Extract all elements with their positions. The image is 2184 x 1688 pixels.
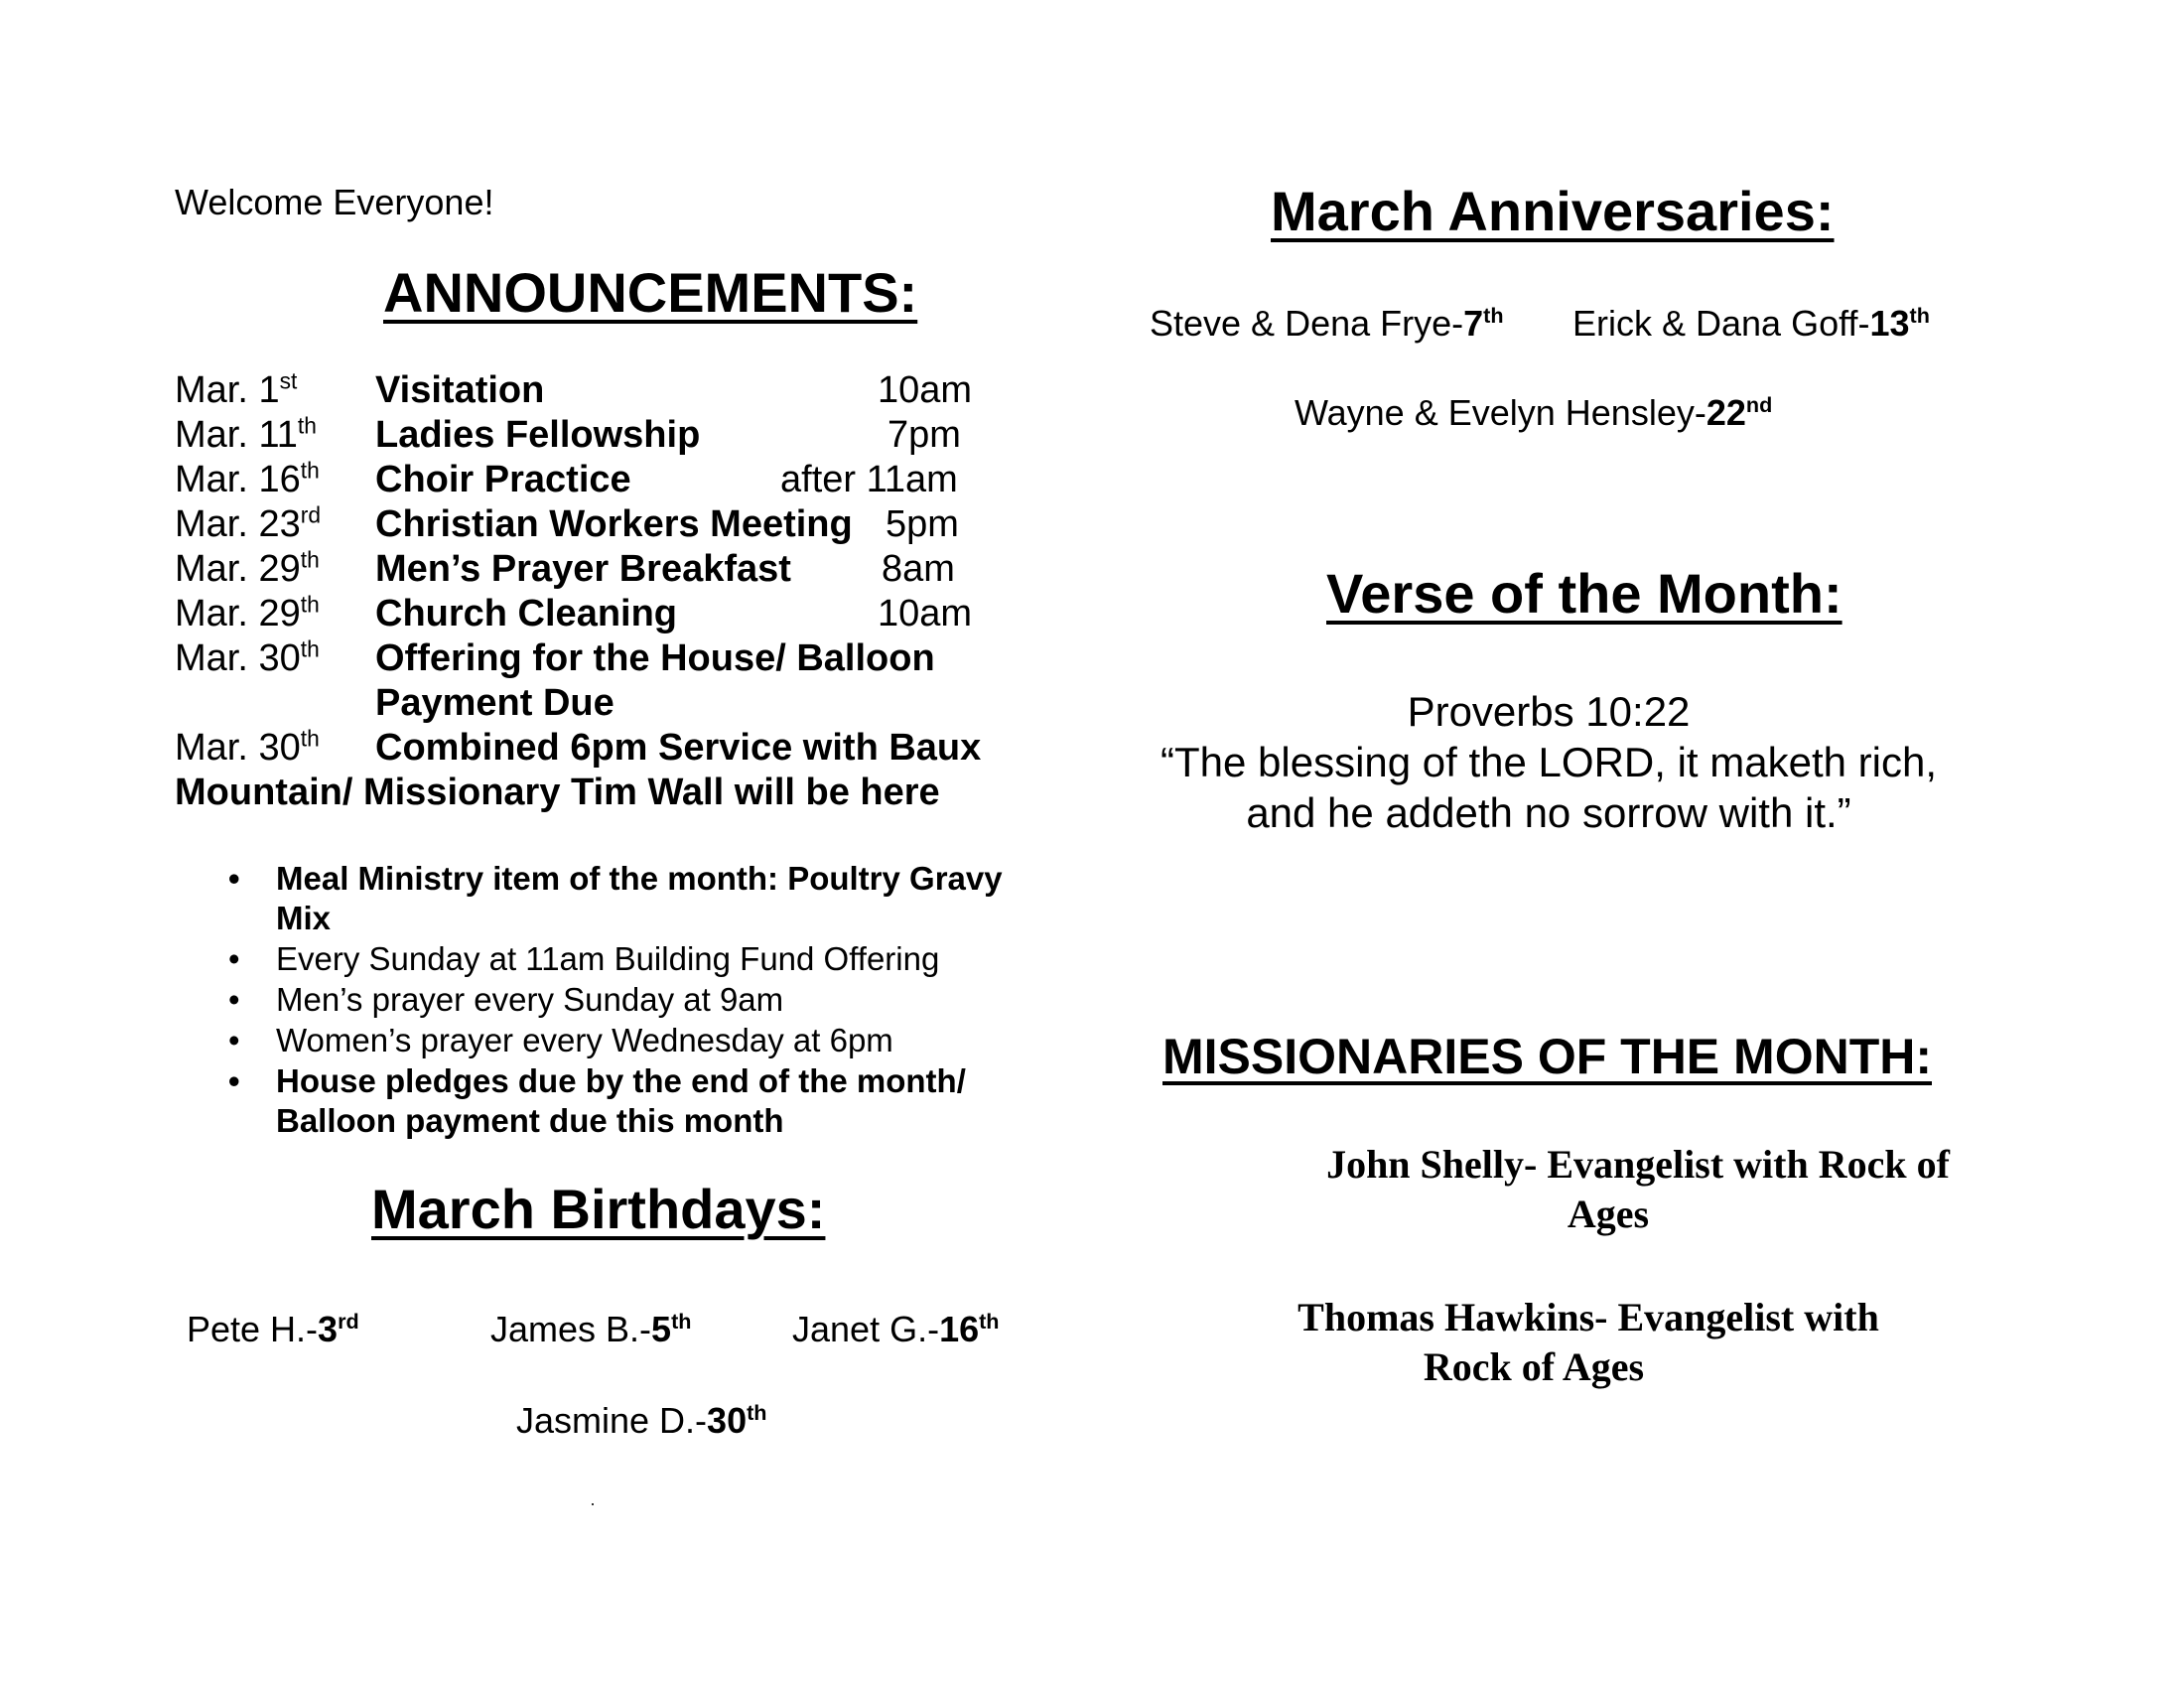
- announcement-date: Mar. 16: [175, 459, 301, 500]
- announcement-time: 5pm: [886, 503, 959, 545]
- announcement-time: 10am: [878, 593, 973, 634]
- birthday-name: Janet G.-: [792, 1309, 940, 1349]
- scan-speck: [592, 1503, 594, 1505]
- birthday-entry: [516, 1400, 766, 1442]
- anniversary-suffix: nd: [1745, 392, 1773, 417]
- announcement-date: Mar. 30: [175, 727, 301, 769]
- birthday-day: 16: [939, 1309, 980, 1349]
- birthday-day: 5: [651, 1309, 672, 1349]
- anniversary-suffix: th: [1909, 303, 1930, 328]
- announcement-continuation: Mountain/ Missionary Tim Wall will be here: [175, 772, 940, 813]
- announcement-event: Church Cleaning: [375, 593, 678, 634]
- anniversary-names: Wayne & Evelyn Hensley-: [1295, 392, 1706, 433]
- missionary-entry: [1221, 1140, 2055, 1239]
- bullet-list: [228, 859, 1042, 1142]
- missionary-line: Rock of Ages: [1423, 1344, 1645, 1389]
- announcement-event: Offering for the House/ Balloon: [375, 637, 935, 679]
- anniversary-names: Steve & Dena Frye-: [1150, 303, 1464, 344]
- birthday-name: Jasmine D.-: [516, 1400, 708, 1441]
- welcome-text: Welcome Everyone!: [175, 182, 494, 222]
- birthday-entry: [490, 1309, 691, 1350]
- anniversary-day: 22: [1706, 392, 1746, 433]
- birthday-suffix: rd: [338, 1309, 359, 1334]
- anniversary-entry: [1295, 392, 1772, 434]
- list-item: • Every Sunday at 11am Building Fund Offering: [228, 939, 1042, 979]
- birthdays-heading: March Birthdays:: [371, 1178, 826, 1240]
- announcement-date: Mar. 1: [175, 369, 280, 411]
- announcement-event: Men’s Prayer Breakfast: [375, 548, 791, 590]
- announcement-date: Mar. 11: [175, 414, 298, 456]
- announcement-date: Mar. 29: [175, 593, 301, 634]
- birthday-suffix: th: [671, 1309, 692, 1334]
- announcement-event: Christian Workers Meeting: [375, 503, 853, 545]
- missionary-line: Thomas Hawkins- Evangelist with: [1297, 1295, 1879, 1339]
- birthday-entry: [187, 1309, 359, 1350]
- verse-text-line: and he addeth no sorrow with it.”: [1246, 789, 1851, 836]
- list-item: • House pledges due by the end of the month/ Balloon payment due this month: [228, 1061, 971, 1141]
- verse-text-line: “The blessing of the LORD, it maketh rich,: [1160, 739, 1937, 785]
- anniversary-entry: [1572, 303, 1930, 345]
- verse-reference: Proverbs 10:22: [1407, 688, 1691, 735]
- list-item: • Women’s prayer every Wednesday at 6pm: [228, 1021, 1042, 1060]
- birthday-day: 30: [707, 1400, 748, 1441]
- date-suffix: th: [300, 457, 320, 484]
- announcement-time: after 11am: [780, 459, 958, 500]
- birthday-suffix: th: [747, 1400, 767, 1425]
- announcement-event: Choir Practice: [375, 459, 631, 500]
- date-suffix: th: [297, 412, 317, 439]
- date-suffix: th: [300, 725, 320, 752]
- announcement-event: Payment Due: [375, 682, 614, 724]
- announcement-date: Mar. 29: [175, 548, 301, 590]
- anniversary-suffix: th: [1483, 303, 1504, 328]
- birthday-name: James B.-: [490, 1309, 652, 1349]
- announcement-date: Mar. 30: [175, 637, 301, 679]
- list-item: • Men’s prayer every Sunday at 9am: [228, 980, 1042, 1020]
- birthday-entry: [792, 1309, 1000, 1350]
- birthday-day: 3: [318, 1309, 339, 1349]
- missionary-line: John Shelly- Evangelist with Rock of: [1326, 1142, 1950, 1187]
- announcement-time: 7pm: [887, 414, 961, 456]
- announcements-heading: ANNOUNCEMENTS:: [383, 261, 918, 324]
- date-suffix: rd: [300, 501, 322, 528]
- date-suffix: th: [300, 591, 320, 618]
- anniversaries-heading: March Anniversaries:: [1271, 180, 1835, 242]
- announcement-date: Mar. 23: [175, 503, 301, 545]
- missionary-entry: [1171, 1293, 2005, 1392]
- announcement-time: 8am: [882, 548, 955, 590]
- missionaries-heading: MISSIONARIES OF THE MONTH:: [1162, 1029, 1932, 1084]
- date-suffix: th: [300, 546, 320, 573]
- date-suffix: st: [279, 367, 298, 394]
- list-item: • Meal Ministry item of the month: Poultry Gravy Mix: [228, 859, 1042, 938]
- missionary-line: Ages: [1567, 1192, 1650, 1236]
- anniversary-day: 13: [1869, 303, 1910, 344]
- anniversary-names: Erick & Dana Goff-: [1572, 303, 1870, 344]
- announcements-list: [175, 369, 1068, 767]
- verse-heading: Verse of the Month:: [1326, 562, 1843, 625]
- birthday-suffix: th: [979, 1309, 1000, 1334]
- anniversary-entry: [1150, 303, 1504, 345]
- announcement-event: Combined 6pm Service with Baux: [375, 727, 982, 769]
- date-suffix: th: [300, 635, 320, 662]
- announcement-time: 10am: [878, 369, 973, 411]
- birthday-name: Pete H.-: [187, 1309, 319, 1349]
- announcement-event: Ladies Fellowship: [375, 414, 701, 456]
- announcement-event: Visitation: [375, 369, 545, 411]
- anniversary-day: 7: [1463, 303, 1484, 344]
